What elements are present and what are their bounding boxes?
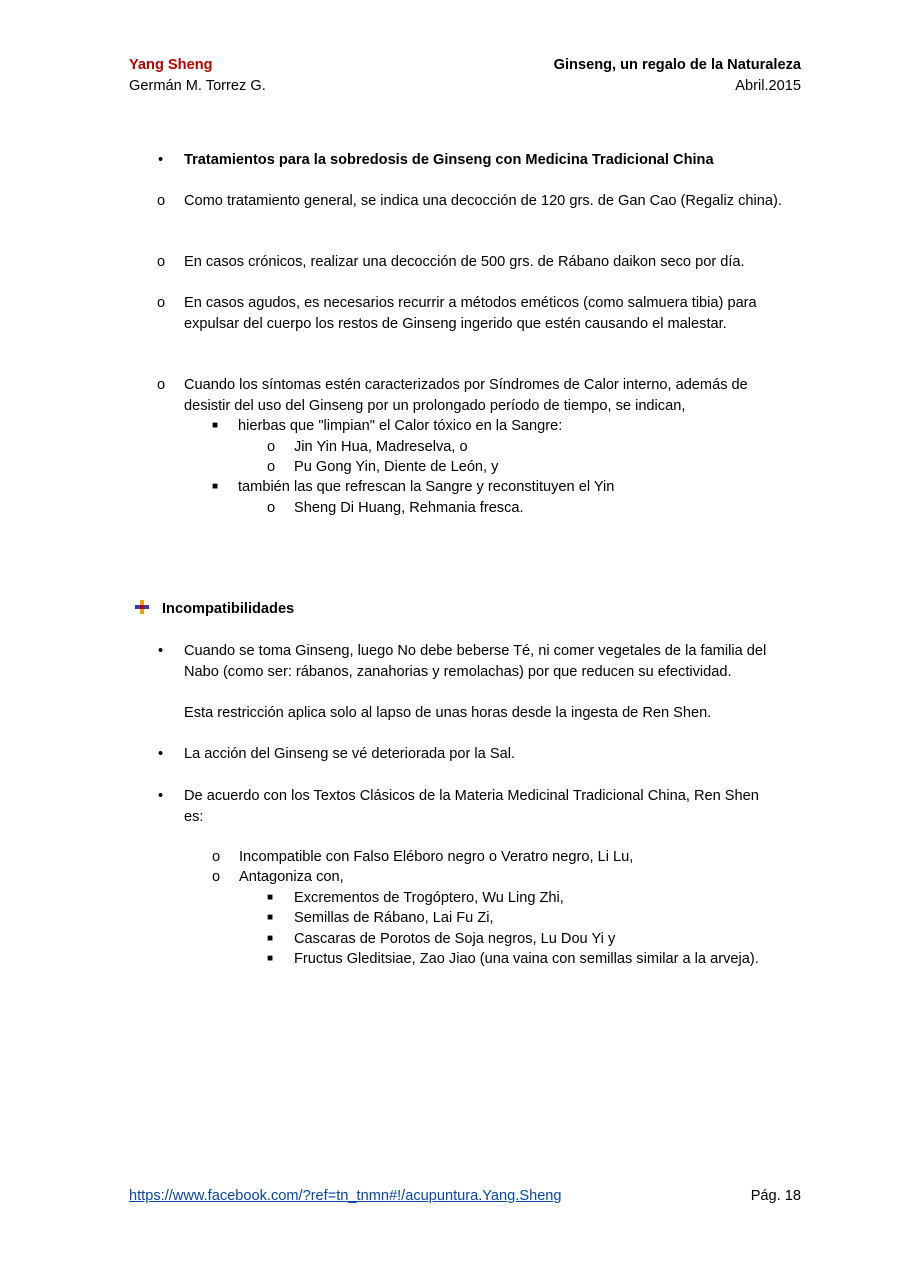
list-item: Como tratamiento general, se indica una decocción de 120 grs. de Gan Cao (Regaliz china). — [184, 193, 782, 209]
footer-link[interactable]: https://www.facebook.com/?ref=tn_tnmn#!/acupuntura.Yang.Sheng — [129, 1188, 562, 1204]
list-item: De acuerdo con los Textos Clásicos de la Materia Medicinal Tradicional China, Ren Shen es: — [184, 788, 759, 825]
section-heading-treatments: Tratamientos para la sobredosis de Ginseng con Medicina Tradicional China — [184, 152, 714, 168]
list-item: Cuando los síntomas estén caracterizados por Síndromes de Calor interno, además de desistir del uso del Ginseng por un prolongado período de tiempo, se indican, — [184, 377, 748, 414]
bullet-circle-icon: o — [157, 193, 166, 209]
page-number: Pág. 18 — [750, 1188, 801, 1204]
bullet-dot-icon: • — [158, 746, 164, 762]
bullet-square-icon: ■ — [212, 420, 219, 431]
bullet-circle-icon: o — [267, 439, 276, 455]
bullet-dot-icon: • — [158, 643, 164, 659]
bullet-circle-icon: o — [157, 377, 166, 393]
sub-sub-list-item: Sheng Di Huang, Rehmania fresca. — [294, 500, 524, 516]
section-heading-incompatibilities: Incompatibilidades — [162, 601, 295, 617]
list-item-note: Esta restricción aplica solo al lapso de unas horas desde la ingesta de Ren Shen. — [184, 705, 712, 721]
sub-list-item: Antagoniza con, — [239, 869, 344, 885]
bullet-dot-icon: • — [158, 152, 164, 168]
bullet-square-icon: ■ — [267, 953, 274, 964]
sub-sub-list-item: Fructus Gleditsiae, Zao Jiao (una vaina con semillas similar a la arveja). — [294, 951, 759, 967]
bullet-circle-icon: o — [157, 295, 166, 311]
bullet-circle-icon: o — [267, 500, 276, 516]
sub-list-item: también las que refrescan la Sangre y reconstituyen el Yin — [238, 479, 615, 495]
sub-sub-list-item: Semillas de Rábano, Lai Fu Zi, — [294, 910, 494, 926]
bullet-circle-icon: o — [157, 254, 166, 270]
list-item: Cuando se toma Ginseng, luego No debe beberse Té, ni comer vegetales de la familia del Nabo (como ser: rábanos, zanahorias y remolachas) por que reducen su efectividad. — [184, 643, 767, 680]
bullet-circle-icon: o — [212, 849, 221, 865]
header-author: Germán M. Torrez G. — [129, 78, 266, 94]
section-marker-icon — [135, 600, 149, 614]
sub-list-item: Incompatible con Falso Eléboro negro o Veratro negro, Li Lu, — [239, 849, 634, 865]
list-item: En casos agudos, es necesarios recurrir a métodos eméticos (como salmuera tibia) para expulsar del cuerpo los restos de Ginseng ingerido que estén causando el malestar. — [184, 295, 757, 332]
sub-sub-list-item: Pu Gong Yin, Diente de León, y — [294, 459, 499, 475]
bullet-dot-icon: • — [158, 788, 164, 804]
bullet-circle-icon: o — [267, 459, 276, 475]
sub-sub-list-item: Cascaras de Porotos de Soja negros, Lu Dou Yi y — [294, 931, 616, 947]
sub-sub-list-item: Excrementos de Trogóptero, Wu Ling Zhi, — [294, 890, 564, 906]
bullet-square-icon: ■ — [212, 481, 219, 492]
document-title: Ginseng, un regalo de la Naturaleza — [553, 57, 801, 73]
list-item: La acción del Ginseng se vé deteriorada por la Sal. — [184, 746, 515, 762]
header-title: Yang Sheng — [129, 57, 213, 73]
sub-sub-list-item: Jin Yin Hua, Madreselva, o — [294, 439, 468, 455]
document-date: Abril.2015 — [735, 78, 801, 94]
bullet-square-icon: ■ — [267, 933, 274, 944]
bullet-square-icon: ■ — [267, 892, 274, 903]
bullet-circle-icon: o — [212, 869, 221, 885]
list-item: En casos crónicos, realizar una decocción de 500 grs. de Rábano daikon seco por día. — [184, 254, 745, 270]
sub-list-item: hierbas que "limpian" el Calor tóxico en la Sangre: — [238, 418, 563, 434]
bullet-square-icon: ■ — [267, 912, 274, 923]
